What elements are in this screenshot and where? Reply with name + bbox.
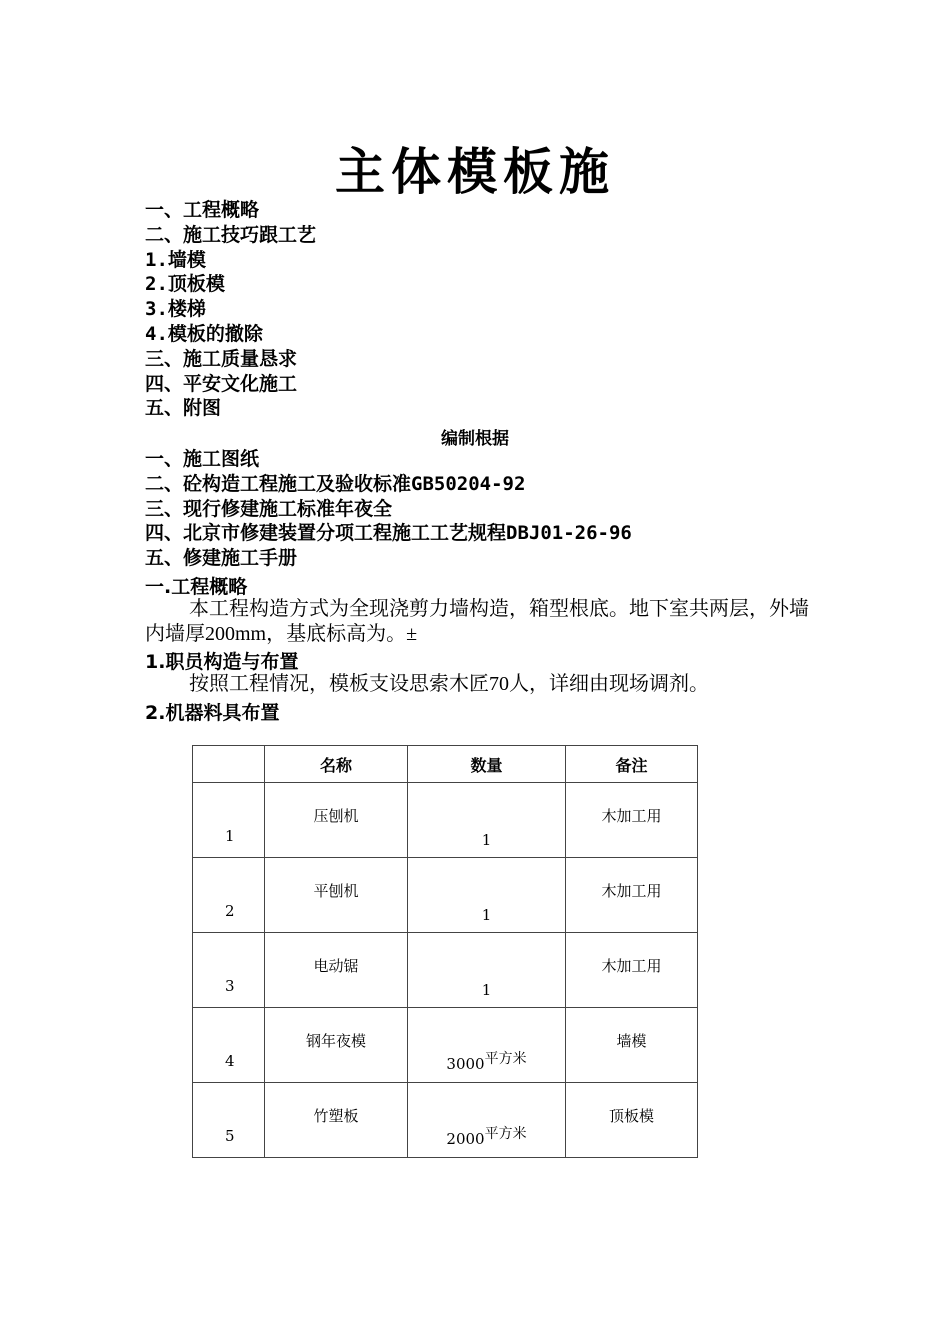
table-row <box>193 933 698 1008</box>
header-cell-note: 备注 <box>566 746 698 783</box>
basis-heading: 编制根据 <box>441 429 509 449</box>
row-number: 1 <box>225 827 235 845</box>
row-note: 木加工用 <box>601 882 662 900</box>
section-heading-staffing: 1.职员构造与布置 <box>145 651 299 673</box>
row-quantity: 3000平方米 <box>446 1051 527 1073</box>
row-note: 顶板模 <box>608 1107 654 1125</box>
basis-list <box>145 447 632 571</box>
row-number: 3 <box>225 977 235 995</box>
row-quantity: 1 <box>481 981 492 999</box>
row-name: 竹塑板 <box>313 1107 359 1125</box>
table-row <box>193 783 698 858</box>
header-cell-quantity: 数量 <box>408 746 566 783</box>
toc-item: 四、平安文化施工 <box>145 372 298 395</box>
basis-item: 五、修建施工手册 <box>145 547 298 570</box>
row-name: 钢年夜模 <box>305 1032 366 1050</box>
header-cell-name: 名称 <box>265 746 408 783</box>
toc-item: 三、施工质量恳求 <box>145 347 298 370</box>
row-number: 5 <box>225 1127 235 1145</box>
row-note: 木加工用 <box>601 807 662 825</box>
table-of-contents <box>145 198 316 421</box>
table-header-row <box>193 746 698 783</box>
staffing-paragraph <box>145 672 845 697</box>
row-name: 压刨机 <box>313 807 359 825</box>
basis-item: 四、北京市修建装置分项工程施工工艺规程DBJ01-26-96 <box>145 522 632 545</box>
overview-text: 本工程构造方式为全现浇剪力墙构造，箱型根底。地下室共两层，外墙内墙厚200mm，基底标高为。± <box>145 598 809 645</box>
row-quantity: 1 <box>481 831 492 849</box>
toc-item: 4.模板的撤除 <box>145 322 263 345</box>
row-name: 平刨机 <box>313 882 359 900</box>
row-note: 墙模 <box>616 1032 647 1050</box>
table-row <box>193 1008 698 1083</box>
table-row <box>193 858 698 933</box>
row-quantity: 2000平方米 <box>446 1126 527 1148</box>
toc-item: 2.顶板模 <box>145 273 225 296</box>
basis-item: 二、砼构造工程施工及验收标准GB50204-92 <box>145 472 526 495</box>
row-quantity: 1 <box>481 906 492 924</box>
toc-item: 1.墙模 <box>145 248 206 271</box>
row-number: 2 <box>225 902 235 920</box>
section-heading-equipment: 2.机器料具布置 <box>145 702 280 724</box>
staffing-text: 按照工程情况，模板支设思索木匠70人，详细由现场调剂。 <box>189 673 709 695</box>
toc-item: 3.楼梯 <box>145 298 206 321</box>
basis-item: 三、现行修建施工标准年夜全 <box>145 497 393 520</box>
section-heading-overview: 一.工程概略 <box>145 576 248 598</box>
toc-item: 一、工程概略 <box>145 199 260 221</box>
row-name: 电动锯 <box>313 957 359 975</box>
equipment-table <box>192 745 698 1158</box>
document-title: 主体模板施 <box>335 143 615 201</box>
row-note: 木加工用 <box>601 957 662 975</box>
basis-item: 一、施工图纸 <box>145 448 260 470</box>
overview-paragraph <box>145 597 810 647</box>
toc-item: 二、施工技巧跟工艺 <box>145 223 317 246</box>
toc-item: 五、附图 <box>145 397 222 420</box>
table-row <box>193 1083 698 1158</box>
row-number: 4 <box>225 1052 235 1070</box>
header-cell-index <box>193 746 265 783</box>
